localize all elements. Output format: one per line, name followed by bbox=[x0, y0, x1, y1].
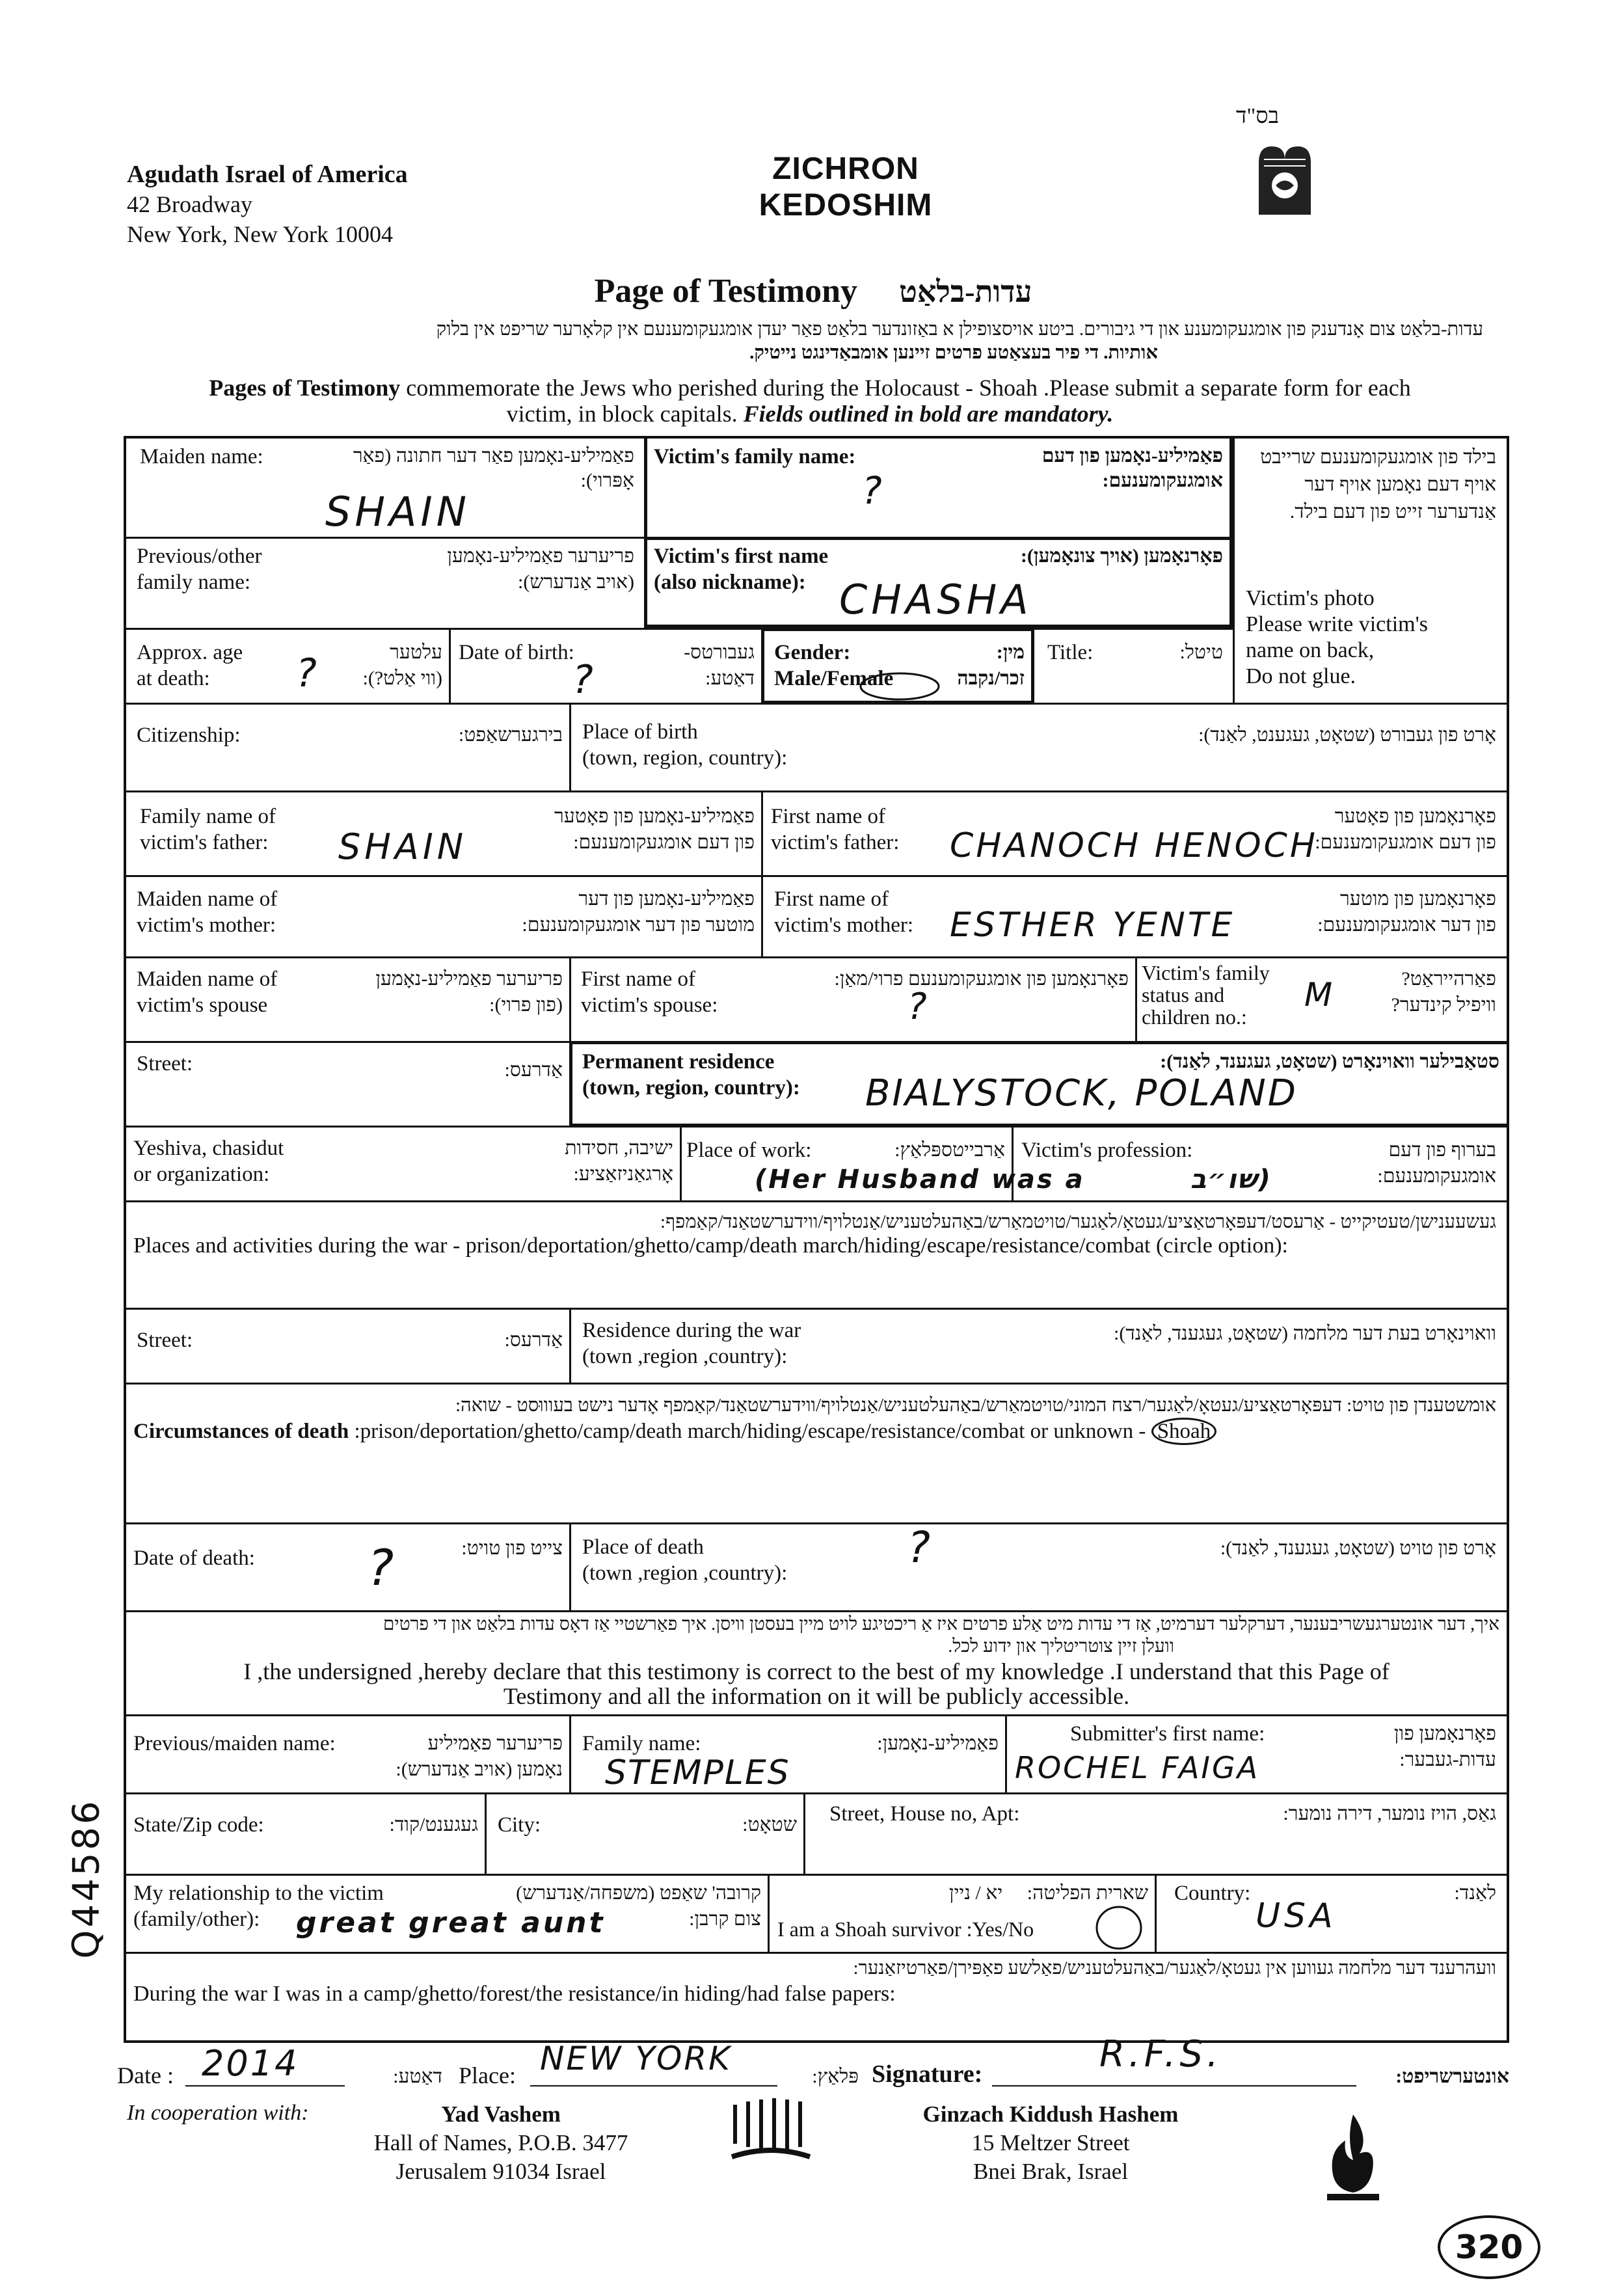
place-of-work-label: Place of work: bbox=[686, 1139, 812, 1162]
form-border bbox=[124, 436, 1509, 439]
label-line: Residence during the war bbox=[582, 1319, 801, 1342]
col-divider bbox=[569, 1522, 571, 1610]
label-line: פאָרנאָמען פון מוטער bbox=[1340, 888, 1496, 910]
country-label-yi: לאַנד: bbox=[1454, 1882, 1496, 1904]
col-divider bbox=[569, 1714, 571, 1792]
permanent-residence-value[interactable]: BIALYSTOCK, POLAND bbox=[865, 1072, 1298, 1114]
dob-label: Date of birth: bbox=[459, 641, 574, 664]
bold-divider bbox=[1229, 436, 1233, 628]
submitter-first-name-label: Submitter's first name: bbox=[1070, 1722, 1265, 1746]
declaration-en bbox=[133, 1659, 1499, 1708]
approx-age-value[interactable]: ? bbox=[296, 651, 321, 696]
label-text: :prison/deportation/ghetto/camp/death march/hiding/escape/resistance/combat or unknown - bbox=[349, 1420, 1151, 1443]
title-yi: עדות-בלאַט bbox=[899, 275, 1032, 308]
label-line: פאָרנאָמען פון bbox=[1393, 1723, 1496, 1744]
intro-text: victim, in block capitals. bbox=[506, 401, 744, 427]
signature-label: Signature: bbox=[872, 2060, 983, 2088]
label-line: Family name of bbox=[140, 805, 276, 828]
label-line: (family/other): bbox=[133, 1908, 260, 1931]
bold-divider bbox=[761, 628, 1034, 631]
submitter-family-name-label: Family name: bbox=[582, 1732, 701, 1755]
date-label: Date : bbox=[117, 2062, 174, 2088]
approx-age-label-yi bbox=[338, 640, 442, 692]
citizenship-label-yi: בירגערשאַפט: bbox=[458, 724, 563, 746]
row-divider bbox=[124, 628, 1235, 630]
col-divider bbox=[761, 790, 763, 956]
country-label: Country: bbox=[1174, 1882, 1251, 1905]
city-label-yi: שטאָט: bbox=[742, 1814, 797, 1835]
maiden-name-label: Maiden name: bbox=[140, 445, 263, 468]
gender-label-yi bbox=[950, 640, 1025, 692]
label-line: Gender: bbox=[774, 641, 851, 664]
label-line: First name of bbox=[771, 805, 885, 828]
war-places-label-yi: געשעענישן/טעטיקייט - אַרעסט/דעפּאָרטאַציע/געטאָ/לאַגער/טויטמאַרש/באַהעלטעניש/אַנטלויף/ווידערשטאַנד/קאַמפף: bbox=[660, 1211, 1496, 1232]
address-line: New York, New York 10004 bbox=[127, 221, 394, 247]
submitter-first-name-value[interactable]: ROCHEL FAIGA bbox=[1015, 1750, 1260, 1785]
yad-vashem-block bbox=[364, 2100, 638, 2186]
label-line: Place of death bbox=[582, 1535, 704, 1559]
label-line: Approx. age bbox=[137, 641, 243, 664]
title-label: Title: bbox=[1047, 641, 1094, 664]
street-label-yi: אַדרעס: bbox=[504, 1059, 563, 1081]
label-line: First name of bbox=[581, 967, 695, 991]
dob-label-yi bbox=[651, 640, 755, 692]
yeshiva-label-yi bbox=[488, 1135, 673, 1187]
mother-first-name-label-yi bbox=[1275, 886, 1496, 938]
bsd-mark: בס"ד bbox=[1236, 104, 1279, 128]
label-bold: Circumstances of death bbox=[133, 1420, 349, 1443]
col-divider bbox=[803, 1792, 805, 1874]
row-divider bbox=[124, 1714, 1509, 1716]
street-label: Street: bbox=[137, 1052, 193, 1075]
war-street-label: Street: bbox=[137, 1329, 193, 1352]
war-places-label: Places and activities during the war - prison/deportation/ghetto/camp/death march/hiding/escape/resistance/combat (circle option): bbox=[133, 1234, 1288, 1258]
col-divider bbox=[1155, 1874, 1157, 1952]
tablets-emblem-icon bbox=[1252, 140, 1317, 218]
state-zip-label-yi: געגענט/קוד: bbox=[389, 1814, 478, 1835]
relationship-value[interactable]: great great aunt bbox=[296, 1906, 606, 1939]
city-label: City: bbox=[498, 1813, 541, 1837]
label-line: First name of bbox=[774, 887, 889, 911]
bold-divider bbox=[1031, 628, 1034, 703]
intro-yiddish bbox=[111, 317, 1483, 364]
victim-first-name-value[interactable]: CHASHA bbox=[839, 576, 1032, 623]
photo-text: Do not glue. bbox=[1246, 664, 1356, 688]
survivor-label[interactable]: I am a Shoah survivor :Yes/No bbox=[777, 1917, 1034, 1941]
label-line: יא / ניין bbox=[948, 1882, 1003, 1904]
label-line: פאַמיליע-נאָמען פון דער bbox=[578, 888, 755, 910]
row-divider bbox=[124, 1522, 1509, 1524]
side-number: Q44586 bbox=[65, 1798, 108, 1959]
label-line: at death: bbox=[137, 667, 210, 690]
label-line: Victim's first name bbox=[654, 545, 829, 568]
mandatory-note: Fields outlined in bold are mandatory. bbox=[743, 401, 1114, 427]
label-line: דאַטע: bbox=[705, 668, 755, 689]
footer-line: 15 Meltzer Street bbox=[971, 2130, 1130, 2155]
col-divider bbox=[1005, 1714, 1007, 1792]
spouse-first-name-label bbox=[581, 966, 718, 1018]
label-line: זכר/נקבה bbox=[957, 668, 1025, 689]
submitter-family-name-label-yi: פאַמיליע-נאָמען: bbox=[877, 1733, 999, 1754]
title-en: Page of Testimony bbox=[594, 273, 858, 310]
declaration-line: I ,the undersigned ,hereby declare that this testimony is correct to the best of my knowledge .I understand that this Page of bbox=[243, 1658, 1390, 1684]
label-line: family name: bbox=[137, 571, 251, 594]
row-divider bbox=[124, 1952, 1509, 1954]
profession-label: Victim's profession: bbox=[1021, 1139, 1193, 1162]
father-first-name-value[interactable]: CHANOCH HENOCH bbox=[950, 826, 1318, 865]
ginzach-name: Ginzach Kiddush Hashem bbox=[922, 2101, 1179, 2127]
label-line: געבורטס- bbox=[684, 642, 755, 663]
previous-family-name-label-yi bbox=[364, 543, 634, 595]
circumstances-label-yi: אומשטענדן פון טויט: דעפּאָרטאַציע/געטאָ/לאַגער/רצח המוני/טויטמאַרש/באַהעלטעניש/אַנטלויף/ווידערשטאַנד/קאַמפף אָדער נישט בעוווּסט - שואה: bbox=[455, 1395, 1496, 1416]
label-line: victim's spouse bbox=[137, 993, 268, 1017]
place-label: Place: bbox=[459, 2062, 516, 2088]
label-line: פאָרנאָמען פון פאָטער bbox=[1334, 805, 1496, 827]
victim-family-name-label: Victim's family name: bbox=[654, 445, 856, 468]
date-label-yi: דאַטע: bbox=[393, 2066, 442, 2087]
label-line: (פון פרוי): bbox=[489, 994, 563, 1016]
place-of-birth-label-yi: אָרט פון געבורט (שטאָט, געגענט, לאַנד): bbox=[1198, 724, 1496, 746]
label-line: עלטער bbox=[390, 642, 442, 663]
photo-instruction-en bbox=[1246, 586, 1428, 690]
ginzach-flame-logo-icon bbox=[1314, 2108, 1392, 2206]
row-divider bbox=[124, 1874, 1509, 1876]
bold-divider bbox=[644, 537, 1233, 540]
label-line: פריערער פאַמיליע-נאָמען bbox=[447, 545, 634, 567]
page-title bbox=[325, 272, 1301, 310]
family-status-value[interactable]: M bbox=[1304, 976, 1337, 1014]
place-of-work-label-yi: אַרבייטספּלאַץ: bbox=[894, 1139, 1005, 1161]
submitter-first-name-label-yi bbox=[1340, 1721, 1496, 1773]
intro-yi-line: אותיות. די פיר בעצאַטע פרטים זיינען אומבאַדינגט נייטיק. bbox=[749, 342, 1158, 363]
label-line: בערוף פון דעם bbox=[1388, 1139, 1496, 1161]
label-line: עדות-געבער: bbox=[1399, 1749, 1496, 1770]
declaration-line: איך, דער אונטערגעשריבענער, דערקלער דערמיט, אַז די עדות מיט אַלע פרטים איז אַ ריכטיגע לויט מיין בעסטן וויסן. איך פאַרשטיי אַז דאָס עדות בלאַט און די פרטים bbox=[383, 1614, 1499, 1634]
during-war-label-yi: וועהרענד דער מלחמה געווען אין געטאָ/לאַגער/באַהעלטעניש/פאַלשע פאַפּירן/פאַרטיזאַנער: bbox=[853, 1958, 1496, 1979]
label-line: קרובה' שאַפט (משפחה/אַנדערש) bbox=[516, 1882, 761, 1904]
label-line: (town, region, country): bbox=[582, 1076, 800, 1100]
profession-label-yi bbox=[1321, 1137, 1496, 1189]
footer-line: Hall of Names, P.O.B. 3477 bbox=[373, 2130, 628, 2155]
label-line: victim's mother: bbox=[137, 913, 276, 937]
col-divider bbox=[1135, 956, 1137, 1041]
label-line: victim's father: bbox=[771, 831, 900, 854]
father-first-name-label bbox=[771, 804, 899, 856]
page-number-stamp: 320 bbox=[1438, 2215, 1540, 2279]
photo-text: Please write victim's bbox=[1246, 612, 1428, 636]
label-line: (town, region, country): bbox=[582, 746, 788, 770]
row-divider bbox=[124, 1308, 1509, 1310]
citizenship-label: Citizenship: bbox=[137, 723, 241, 747]
bold-divider bbox=[569, 1124, 1509, 1127]
row-divider bbox=[124, 1792, 1509, 1794]
address-line: 42 Broadway bbox=[127, 191, 252, 217]
war-residence-label-yi: וואוינאָרט בעת דער מלחמה (שטאָט, געגענד, לאַנד): bbox=[1114, 1323, 1496, 1344]
label-line: Maiden name of bbox=[137, 887, 278, 911]
submitter-prev-name-label: Previous/maiden name: bbox=[133, 1732, 336, 1755]
signature-value[interactable]: R.F.S. bbox=[1099, 2033, 1222, 2075]
place-of-death-value[interactable]: ? bbox=[907, 1522, 935, 1573]
permanent-residence-label-yi: סטאַבילער וואוינאָרט (שטאָט, געגענד, לאַנד): bbox=[1160, 1051, 1499, 1072]
date-of-death-value[interactable]: ? bbox=[368, 1539, 398, 1597]
photo-text: Victim's photo bbox=[1246, 586, 1375, 610]
country-value[interactable]: USA bbox=[1256, 1897, 1337, 1936]
permanent-residence-label bbox=[582, 1049, 800, 1101]
bold-divider bbox=[569, 1041, 572, 1126]
col-divider bbox=[768, 1874, 770, 1952]
label-line: victim's father: bbox=[140, 831, 269, 854]
intro-text: commemorate the Jews who perished during the Holocaust - Shoah .Please submit a separate form for each bbox=[400, 375, 1411, 401]
label-line: Maiden name of bbox=[137, 967, 278, 991]
during-war-label: During the war I was in a camp/ghetto/forest/the resistance/in hiding/had false papers: bbox=[133, 1982, 896, 2006]
form-heading bbox=[709, 151, 982, 224]
label-line: victim's spouse: bbox=[581, 993, 718, 1017]
maiden-name-label-yi: פאַמיליע-נאָמען פאַר דער חתונה (פאַר אָפּרוי): bbox=[353, 445, 634, 491]
bold-divider bbox=[644, 436, 647, 628]
date-underline bbox=[185, 2085, 345, 2087]
no-circle-mark bbox=[1093, 1903, 1145, 1952]
place-of-birth-label bbox=[582, 719, 787, 771]
yad-vashem-name: Yad Vashem bbox=[441, 2101, 561, 2127]
mother-first-name-value[interactable]: ESTHER YENTE bbox=[950, 906, 1235, 945]
shoah-option[interactable]: Shoah bbox=[1151, 1418, 1217, 1445]
row-divider bbox=[124, 790, 1509, 792]
label-line: (also nickname): bbox=[654, 571, 806, 594]
state-zip-label: State/Zip code: bbox=[133, 1813, 264, 1837]
victim-family-name-label-yi: פאַמיליע-נאָמען פון דעם אומגעקומענעם: bbox=[1041, 445, 1223, 491]
label-line: or organization: bbox=[133, 1163, 270, 1186]
mother-maiden-name-label-yi bbox=[455, 886, 755, 938]
signature-underline bbox=[992, 2085, 1356, 2087]
org-name: Agudath Israel of America bbox=[127, 161, 408, 188]
spouse-maiden-name-label bbox=[137, 966, 277, 1018]
street-house-label: Street, House no, Apt: bbox=[829, 1802, 1020, 1826]
title-label-yi: טיטל: bbox=[1179, 642, 1223, 663]
date-of-death-label: Date of death: bbox=[133, 1546, 255, 1570]
ginzach-block bbox=[898, 2100, 1203, 2186]
spouse-first-name-label-yi: פאָרנאָמען פון אומגעקומענעם פרוי/מאַן: bbox=[834, 968, 1129, 990]
label-line: אָרגאַניזאַציע: bbox=[573, 1163, 673, 1185]
label-line: Yeshiva, chasidut bbox=[133, 1137, 284, 1160]
row-divider bbox=[124, 1200, 1509, 1202]
declaration-yi bbox=[133, 1614, 1499, 1658]
label-line: Victim's family bbox=[1142, 961, 1270, 984]
label-line: victim's mother: bbox=[774, 913, 914, 937]
war-street-label-yi: אַדרעס: bbox=[504, 1329, 563, 1351]
label-line: מוטער פון דער אומגעקומענעם: bbox=[522, 914, 755, 936]
street-house-label-yi: גאַס, הויז נומער, דירה נומער: bbox=[1283, 1803, 1496, 1824]
row-divider bbox=[124, 875, 1509, 877]
heading-line: KEDOSHIM bbox=[759, 188, 933, 223]
label-line: My relationship to the victim bbox=[133, 1882, 384, 1905]
place-of-death-label-yi: אָרט פון טויט (שטאָט, געגענד, לאַנד): bbox=[1220, 1537, 1496, 1559]
label-line: ישיבה, חסידות bbox=[565, 1137, 673, 1159]
photo-instruction-yi: בילד פון אומגעקומענעם שרייבט אויף דעם נאָמען אויף דער אַנדערער זייט פון דעם בילד. bbox=[1260, 446, 1496, 522]
label-line: נאָמען (אויב אַנדערש): bbox=[396, 1759, 563, 1780]
father-family-name-label bbox=[140, 804, 276, 856]
label-line: (אויב אַנדערש): bbox=[518, 571, 634, 593]
label-line: Permanent residence bbox=[582, 1050, 775, 1074]
yeshiva-label bbox=[133, 1135, 284, 1187]
victim-first-name-label-yi: פאָרנאָמען (אויך צונאָמען): bbox=[1020, 545, 1223, 567]
row-divider bbox=[124, 1610, 1509, 1612]
war-residence-label bbox=[582, 1317, 801, 1370]
place-of-death-label bbox=[582, 1534, 787, 1586]
mother-maiden-name-label bbox=[137, 886, 277, 938]
col-divider bbox=[569, 956, 571, 1041]
spouse-maiden-name-label-yi bbox=[312, 966, 563, 1018]
footer-line: Jerusalem 91034 Israel bbox=[396, 2159, 606, 2184]
declaration-line: Testimony and all the information on it will be publicly accessible. bbox=[503, 1683, 1130, 1709]
label-line: Previous/other bbox=[137, 545, 262, 568]
submitter-prev-name-label-yi bbox=[390, 1731, 563, 1783]
date-value[interactable]: 2014 bbox=[202, 2043, 299, 2084]
side-number-stamp bbox=[65, 1786, 124, 1975]
place-label-yi: פּלאַץ: bbox=[812, 2066, 859, 2087]
bold-divider bbox=[569, 1041, 1509, 1044]
label-line: children no.: bbox=[1142, 1005, 1247, 1029]
label-line: פון דעם אומגעקומענעם: bbox=[573, 831, 755, 853]
col-divider bbox=[569, 703, 571, 790]
label-line: Place of birth bbox=[582, 720, 698, 744]
label-line: פאַרהייראַט? bbox=[1401, 968, 1496, 990]
col-divider bbox=[449, 628, 451, 703]
label-line: (ווי אַלט?): bbox=[362, 668, 442, 689]
cooperation-label: In cooperation with: bbox=[127, 2101, 309, 2125]
circumstances-label bbox=[133, 1418, 1506, 1444]
profession-value[interactable]: שו״ב) bbox=[1190, 1165, 1272, 1195]
gender-options[interactable]: Male/Female bbox=[774, 667, 894, 690]
place-underline bbox=[530, 2085, 777, 2087]
dob-value[interactable]: ? bbox=[572, 657, 597, 703]
label-line: (town ,region ,country): bbox=[582, 1345, 788, 1368]
spouse-first-name-value[interactable]: ? bbox=[907, 986, 931, 1028]
place-of-work-value[interactable]: (Her Husband was a bbox=[755, 1165, 1085, 1195]
row-divider bbox=[124, 1383, 1509, 1384]
previous-family-name-label bbox=[137, 543, 262, 595]
row-divider bbox=[124, 956, 1509, 958]
intro-english bbox=[127, 375, 1493, 427]
col-divider bbox=[569, 1308, 571, 1383]
photo-divider bbox=[1233, 436, 1235, 703]
label-line: וויפיל קינדער? bbox=[1391, 994, 1496, 1016]
signature-label-yi: אונטערשריפט: bbox=[1395, 2066, 1509, 2087]
family-status-label-yi bbox=[1386, 966, 1496, 1018]
victim-first-name-label bbox=[654, 543, 828, 595]
survivor-label-yi bbox=[777, 1880, 1148, 1906]
family-status-label bbox=[1142, 962, 1270, 1028]
bold-divider bbox=[761, 628, 764, 703]
father-family-name-label-yi bbox=[455, 804, 755, 856]
photo-text: name on back, bbox=[1246, 638, 1375, 662]
yad-vashem-logo-icon bbox=[725, 2092, 816, 2170]
label-line: פון דעם אומגעקומענעם: bbox=[1315, 831, 1496, 853]
label-line: (town ,region ,country): bbox=[582, 1561, 788, 1585]
heading-line: ZICHRON bbox=[772, 152, 919, 186]
col-divider bbox=[485, 1792, 487, 1874]
label-line: status and bbox=[1142, 983, 1225, 1006]
father-family-name-value[interactable]: SHAIN bbox=[338, 826, 468, 867]
submitter-family-name-value[interactable]: STEMPLES bbox=[605, 1753, 790, 1792]
label-line: פריערער פאַמיליע bbox=[427, 1733, 563, 1754]
victim-family-name-value[interactable]: ? bbox=[862, 468, 886, 513]
label-line: מין: bbox=[996, 642, 1025, 663]
form-border bbox=[124, 436, 126, 2043]
form-border bbox=[124, 2040, 1509, 2043]
col-divider bbox=[680, 1126, 682, 1200]
label-line: פאַמיליע-נאָמען פון פאָטער bbox=[554, 805, 755, 827]
label-line: שארית הפליטה: bbox=[1027, 1882, 1148, 1904]
org-address-block bbox=[127, 159, 408, 249]
label-line: אומגעקומענעם: bbox=[1377, 1165, 1496, 1187]
intro-bold: Pages of Testimony bbox=[209, 375, 401, 401]
maiden-name-value[interactable]: SHAIN bbox=[325, 488, 471, 535]
intro-yi-line: עדות-בלאַט צום אָנדענק פון אומגעקומענע און די גיבורים. ביטע אויסצופילן א באַזונדער בלאַט פאַר יעדן אומגעקומענעם אין קלאָרער שריפט אין בלוק bbox=[436, 319, 1483, 340]
label-line: צום קרבן: bbox=[689, 1908, 761, 1930]
declaration-line: וועלן זיין צוטריטליך און ידוע לכל. bbox=[948, 1636, 1174, 1656]
female-circle-mark bbox=[857, 670, 942, 703]
footer-line: Bnei Brak, Israel bbox=[973, 2159, 1129, 2184]
approx-age-label bbox=[137, 640, 243, 692]
label-line: פריערער פאַמיליע-נאָמען bbox=[375, 968, 563, 990]
mother-first-name-label bbox=[774, 886, 913, 938]
date-of-death-label-yi: צייט פון טויט: bbox=[461, 1537, 563, 1559]
place-value[interactable]: NEW YORK bbox=[540, 2040, 732, 2077]
form-border bbox=[1507, 436, 1509, 2043]
label-line: פון דער אומגעקומענעם: bbox=[1317, 914, 1496, 936]
